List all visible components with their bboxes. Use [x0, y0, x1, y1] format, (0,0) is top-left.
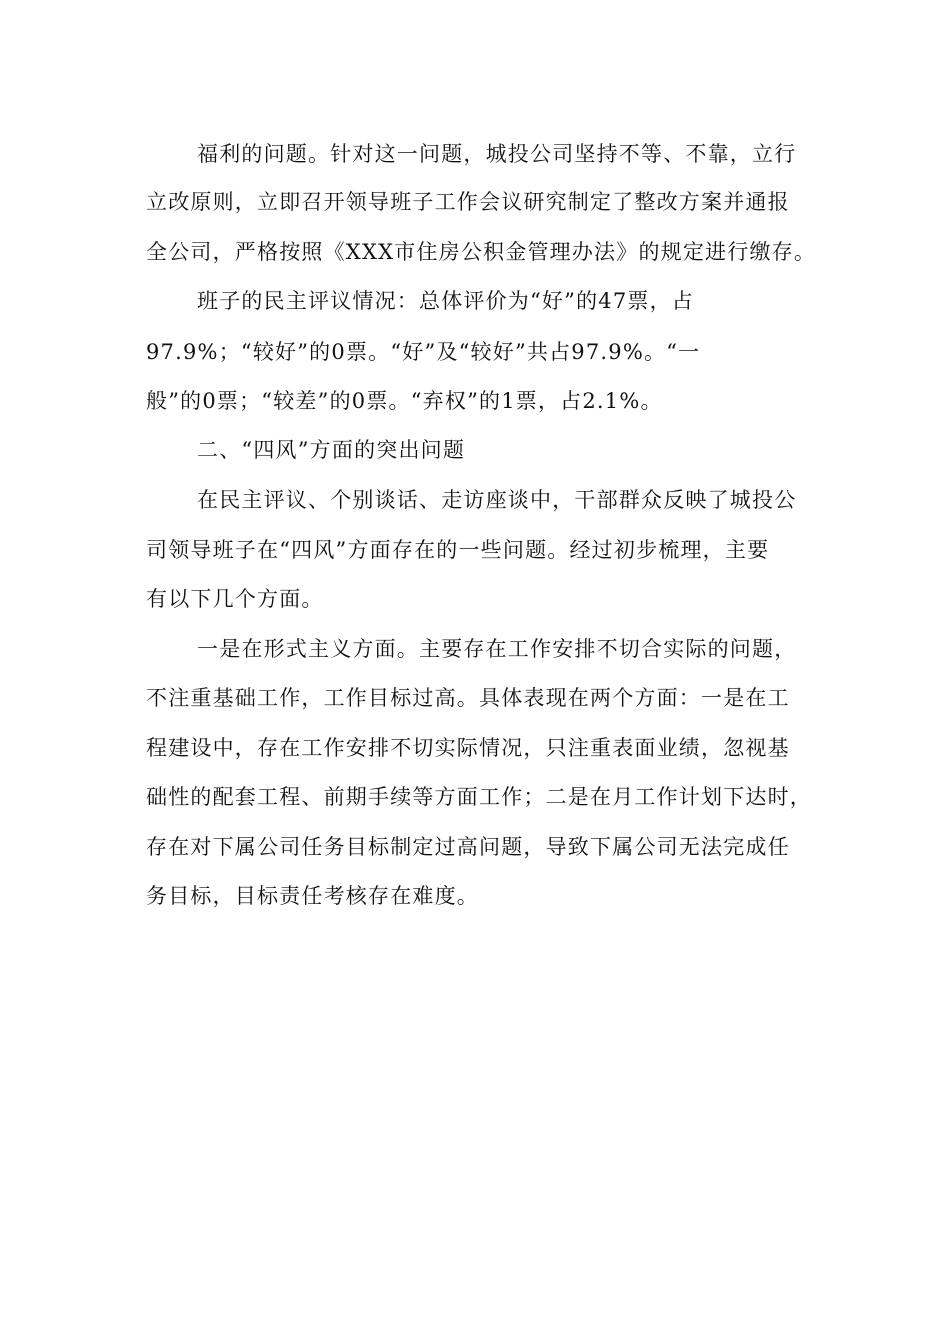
paragraph-4-line-2: 不注重基础工作，工作目标过高。具体表现在两个方面：一是在工 — [146, 686, 790, 710]
paragraph-2-line-2: 97.9%；“较好”的0票。“好”及“较好”共占97.9%。“一 — [146, 340, 701, 364]
paragraph-4-line-4: 础性的配套工程、前期手续等方面工作；二是在月工作计划下达时， — [146, 785, 812, 809]
paragraph-3-line-3: 有以下几个方面。 — [146, 587, 324, 611]
paragraph-4-line-3: 程建设中，存在工作安排不切实际情况，只注重表面业绩，忽视基 — [146, 736, 790, 760]
section-heading: 二、“四风”方面的突出问题 — [197, 438, 466, 462]
paragraph-2-line-3: 般”的0票；“较差”的0票。“弃权”的1票，占2.1%。 — [146, 389, 663, 413]
paragraph-3-line-1: 在民主评议、个别谈话、走访座谈中，干部群众反映了城投公 — [197, 488, 797, 512]
paragraph-1-line-3: 全公司，严格按照《XXX市住房公积金管理办法》的规定进行缴存。 — [146, 240, 817, 264]
paragraph-4-line-6: 务目标，目标责任考核存在难度。 — [146, 884, 479, 908]
paragraph-1-line-1: 福利的问题。针对这一问题，城投公司坚持不等、不靠，立行 — [197, 142, 797, 166]
paragraph-2-line-1: 班子的民主评议情况：总体评价为“好”的47票，占 — [197, 289, 694, 313]
paragraph-4-line-5: 存在对下属公司任务目标制定过高问题，导致下属公司无法完成任 — [146, 835, 790, 859]
paragraph-4-line-1: 一是在形式主义方面。主要存在工作安排不切合实际的问题， — [197, 637, 797, 661]
paragraph-1-line-2: 立改原则，立即召开领导班子工作会议研究制定了整改方案并通报 — [146, 190, 790, 214]
paragraph-3-line-2: 司领导班子在“四风”方面存在的一些问题。经过初步梳理，主要 — [146, 538, 770, 562]
